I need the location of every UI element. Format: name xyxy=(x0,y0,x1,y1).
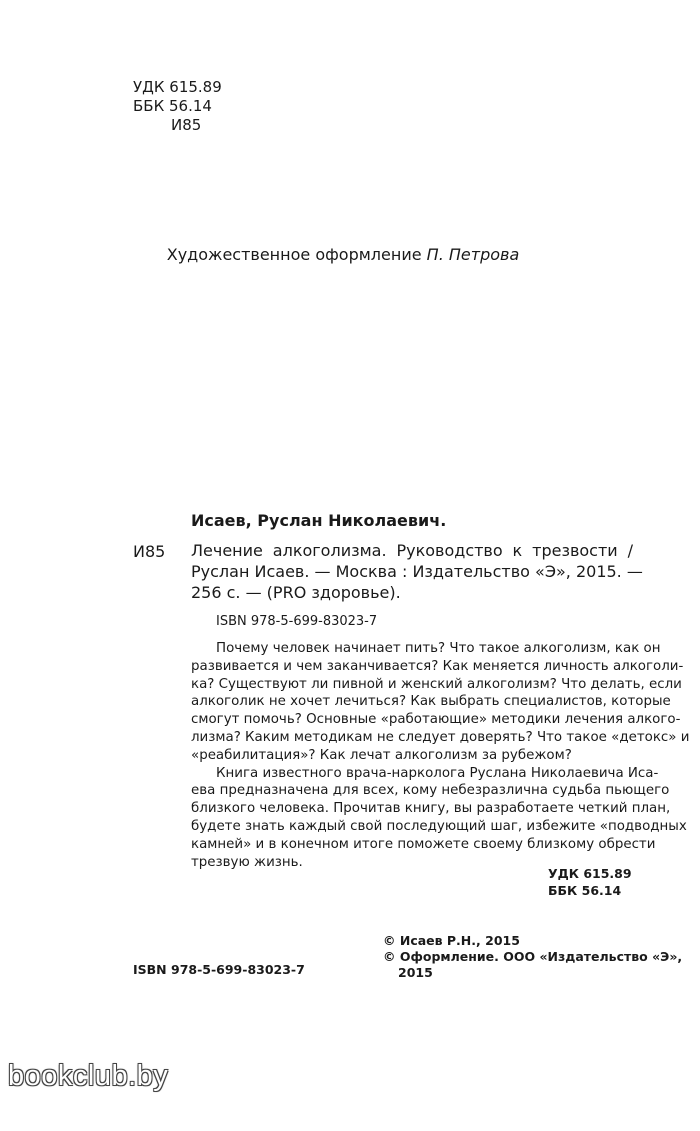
bbk-code-bottom: ББК 56.14 xyxy=(548,883,622,898)
copyright-author: © Исаев Р.Н., 2015 xyxy=(383,933,520,948)
annotation-line: будете знать каждый свой последующий шаг, избежите «подводных xyxy=(191,818,687,834)
bbk-code: ББК 56.14 xyxy=(133,97,212,115)
annotation-line: трезвую жизнь. xyxy=(191,854,303,870)
bibliographic-description xyxy=(191,540,643,603)
annotation-line: Книга известного врача-нарколога Руслана Николаевича Иса- xyxy=(216,765,659,781)
bib-line: Лечение алкоголизма. Руководство к трезвости / xyxy=(191,541,633,560)
copyright-design: © Оформление. ООО «Издательство «Э», xyxy=(383,949,683,964)
annotation-line: развивается и чем заканчивается? Как меняется личность алкоголи- xyxy=(191,658,684,674)
udk-code: УДК 615.89 xyxy=(133,78,222,96)
copyright-block xyxy=(383,933,682,981)
copyright-year: 2015 xyxy=(398,965,433,980)
annotation-line: «реабилитация»? Как лечат алкоголизм за рубежом? xyxy=(191,747,572,763)
annotation-line: ка? Существуют ли пивной и женский алкоголизм? Что делать, если xyxy=(191,676,682,692)
bottom-classification-codes xyxy=(548,865,632,899)
author-mark: И85 xyxy=(171,116,202,134)
annotation-line: ева предназначена для всех, кому небезразлична судьба пьющего xyxy=(191,783,670,799)
art-designer-name: П. Петрова xyxy=(426,245,520,264)
author-heading: Исаев, Руслан Николаевич. xyxy=(191,511,447,530)
watermark: bookclub.by xyxy=(8,1060,169,1092)
top-classification-codes xyxy=(133,78,222,135)
annotation-line: камней» и в конечном итоге поможете своему близкому обрести xyxy=(191,836,656,852)
bib-line: Руслан Исаев. — Москва : Издательство «Э», 2015. — xyxy=(191,562,643,581)
isbn-bottom: ISBN 978-5-699-83023-7 xyxy=(133,962,305,977)
art-design-credit xyxy=(0,245,686,264)
annotation xyxy=(191,640,690,871)
annotation-line: лизма? Каким методикам не следует доверять? Что такое «детокс» и xyxy=(191,729,690,745)
annotation-line: Почему человек начинает пить? Что такое алкоголизм, как он xyxy=(216,641,661,656)
annotation-line: близкого человека. Прочитав книгу, вы разработаете четкий план, xyxy=(191,801,671,817)
annotation-line: смогут помочь? Основные «работающие» методики лечения алкого- xyxy=(191,712,681,728)
art-design-label: Художественное оформление xyxy=(166,245,422,264)
left-author-mark: И85 xyxy=(133,542,166,561)
isbn-inner: ISBN 978-5-699-83023-7 xyxy=(216,614,378,629)
bib-line: 256 с. — (PRO здоровье). xyxy=(191,583,401,602)
udk-code-bottom: УДК 615.89 xyxy=(548,866,632,881)
annotation-line: алкоголик не хочет лечиться? Как выбрать специалистов, которые xyxy=(191,694,671,710)
